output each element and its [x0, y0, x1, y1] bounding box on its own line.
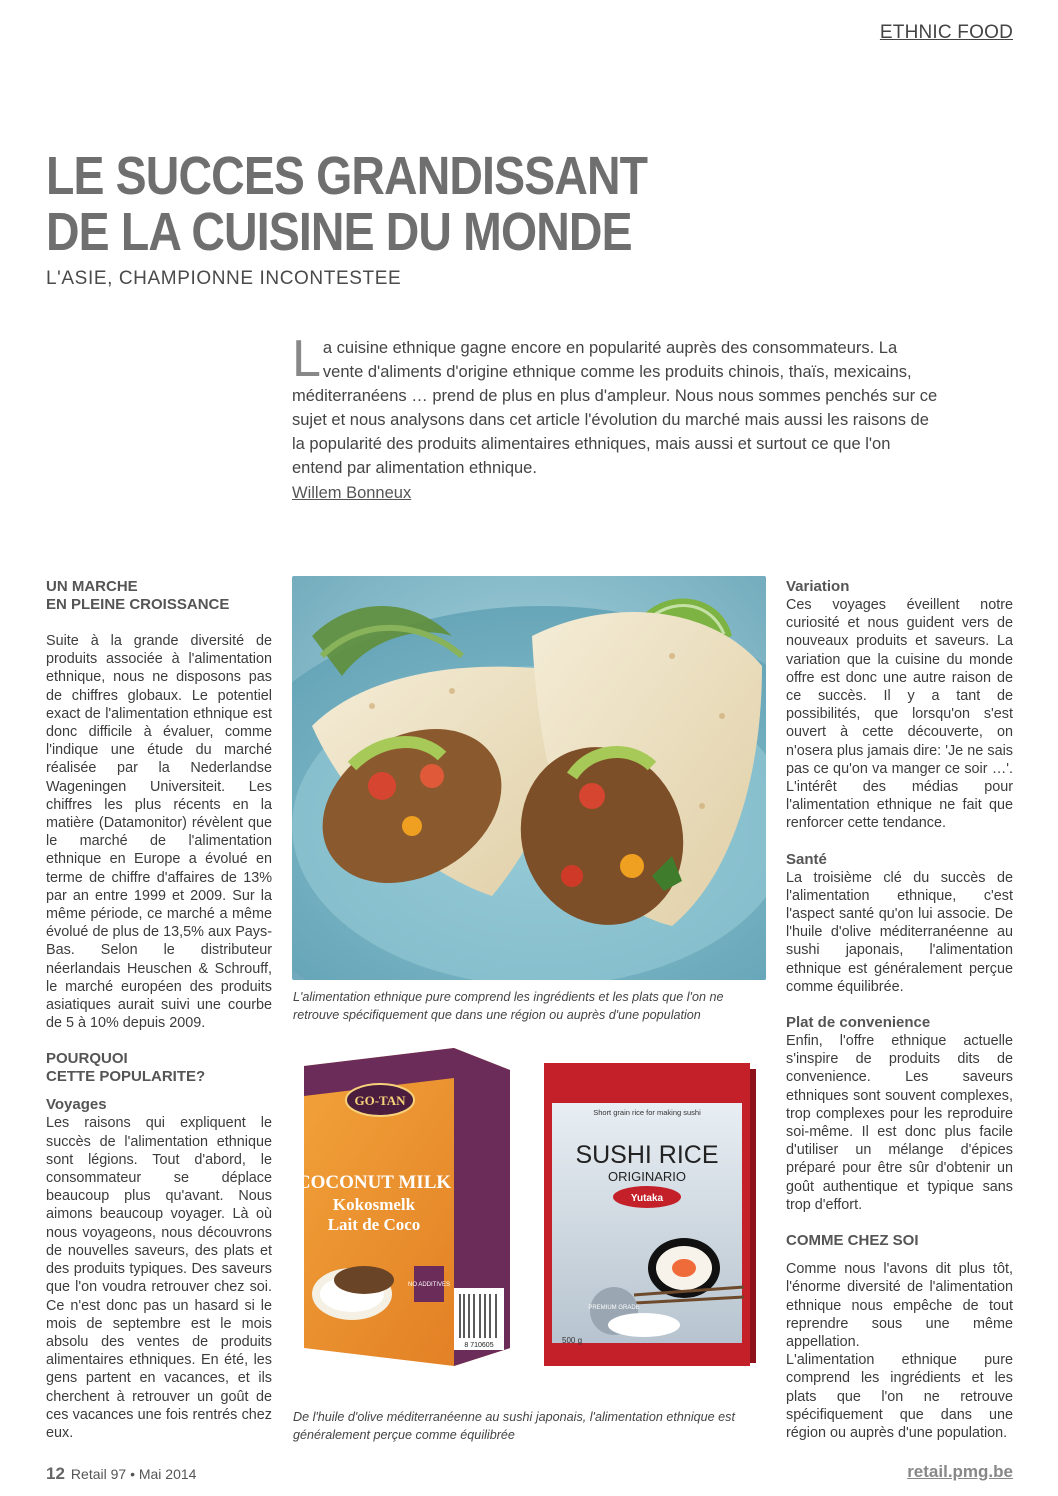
paragraph-variation: Ces voyages éveillent notre curiosité et nous guident vers de nouveaux produits et saveurs. La variation que la cuisine du monde offre est donc une autre raison de ce succès. Il y a tant de possibilités, que lorsqu'on s'est ouvert à cette découverte, on n'osera plus jamais dire: 'Je ne sais pas ce qu'on va manger ce soir …'. L'intérêt des médias pour l'alimentation ethnique ne fait que renforcer cette tendance. — [786, 597, 1013, 832]
heading-voyages: Voyages — [46, 1096, 107, 1114]
coconut-pack-illustration — [304, 1048, 510, 1366]
article-intro — [292, 330, 942, 480]
heading-popularite: POURQUOI CETTE POPULARITE? — [46, 1050, 206, 1086]
pack1-badge: NO ADDITIVES — [407, 1282, 451, 1288]
title-line-1: LE SUCCES GRANDISSANT — [46, 146, 648, 206]
caption-food-photo: L'alimentation ethnique pure comprend les ingrédients et les plats que l'on ne retrouve spécifiquement que dans une région ou auprès d'une population — [293, 990, 724, 1022]
pack2-top-text: Short grain rice for making sushi — [593, 1108, 701, 1117]
intro-text: a cuisine ethnique gagne encore en popularité auprès des consommateurs. La vente d'aliments d'origine ethnique comme les produits chinois, thaïs, mexicains, méditerranéens … prend de plus en plus d'ampleur. Nous nous sommes penchés sur ce sujet et nous analysons dans cet article l'évolution du marché mais aussi les raisons de la popularité des produits alimentaires ethniques, mais aussi et surtout ce que l'on entend par alimentation ethnique. — [292, 339, 938, 477]
wrap-food-photo — [292, 576, 766, 980]
right-column — [786, 578, 1013, 1442]
sushi-pack-illustration — [544, 1063, 756, 1366]
heading-sante: Santé — [786, 850, 827, 868]
pack1-subtitle-2: Lait de Coco — [327, 1215, 421, 1234]
paragraph-convenience: Enfin, l'offre ethnique actuelle s'inspire de produits dits de convenience. Les saveurs ethniques sont souvent complexes, trop complexes pour les reproduire soi-même. Il est donc plus facile d'utiliser un mélange d'épices préparé pour être sûr d'obtenir un goût authentique et typique sans trop d'effort. — [786, 1033, 1013, 1213]
page-number: 12 — [46, 1464, 65, 1483]
heading-marche: UN MARCHE EN PLEINE CROISSANCE — [46, 578, 230, 613]
heading-variation: Variation — [786, 578, 850, 595]
section-tag: ETHNIC FOOD — [879, 22, 1013, 43]
paragraph-chez-soi-1: Comme nous l'avons dit plus tôt, l'énorme diversité de l'alimentation ethnique nous empêche de tout reprendre sous une même appellation. — [786, 1261, 1013, 1350]
pack1-title: COCONUT MILK — [304, 1172, 452, 1193]
article-title — [46, 148, 648, 260]
heading-convenience: Plat de convenience — [786, 1014, 931, 1032]
caption-packs: De l'huile d'olive méditerranéenne au sushi japonais, l'alimentation ethnique est généralement perçue comme équilibrée — [293, 1410, 735, 1442]
issue-info: Retail 97 • Mai 2014 — [70, 1466, 197, 1482]
pack2-brand: Yutaka — [630, 1193, 664, 1204]
pack2-subtitle: ORIGINARIO — [607, 1169, 687, 1184]
paragraph-marche: Suite à la grande diversité de produits associée à l'alimentation ethnique, nous ne disposons pas de chiffres globaux. Le potentiel exact de l'alimentation ethnique est donc difficile à évaluer, comme l'indique une étude du marché réalisée par la Nederlandse Wageningen Universiteit. Les chiffres les plus récents en la matière (Datamonitor) révèlent que le marché de l'alimentation ethnique en Europe a évolué en terme de chiffre d'affaires de 13% par an entre 1999 et 2009. Sur la même période, ce marché a même évolué de plus de 13,5% aux Pays-Bas. Selon le distributeur néerlandais Heuschen & Schrouff, le marché européen des produits asiatiques aurait suivi une courbe de 5 à 10% depuis 2009. — [46, 633, 272, 1032]
pack1-barcode: 8 710605 — [464, 1342, 494, 1349]
pack2-badge: PREMIUM GRADE — [588, 1305, 640, 1311]
paragraph-sante: La troisième clé du succès de l'alimentation ethnique, c'est l'aspect santé qu'on lui associe. De l'huile d'olive méditerranéenne au sushi japonais, l'alimentation ethnique est généralement perçue comme équilibrée. — [786, 869, 1013, 995]
paragraph-chez-soi-2: L'alimentation ethnique pure comprend les ingrédients et les plats que l'on ne retrouve spécifiquement que dans une région ou auprès d'une population. — [786, 1352, 1013, 1441]
article-subtitle: L'ASIE, CHAMPIONNE INCONTESTEE — [46, 268, 402, 289]
pack1-brand: GO-TAN — [354, 1093, 406, 1108]
drop-cap: L — [292, 330, 321, 388]
sushi-rice-pack — [544, 1063, 756, 1366]
footer-page-info — [46, 1464, 196, 1484]
title-line-2: DE LA CUISINE DU MONDE — [46, 202, 632, 262]
pack1-subtitle-1: Kokosmelk — [332, 1195, 416, 1214]
wrap-photo-illustration — [292, 576, 766, 980]
footer-site-link[interactable]: retail.pmg.be — [907, 1462, 1013, 1481]
left-column — [46, 578, 272, 1442]
heading-chez-soi: COMME CHEZ SOI — [786, 1232, 919, 1250]
paragraph-voyages: Les raisons qui expliquent le succès de l'alimentation ethnique sont légions. Tout d'abord, le consommateur se déplace beaucoup plus qu'avant. Nous aimons beaucoup voyager. Là où nous voyageons, nous découvrons de nouvelles saveurs, des plats et des produits typiques. Des saveurs que l'on voudra retrouver chez soi. Ce n'est donc pas un hasard si le mois de septembre est le mois absolu des ventes de produits alimentaires ethniques. En été, les gens partent en vacances, et ils cherchent à retrouver un goût de ces vacances une fois rentrés chez eux. — [46, 1115, 272, 1441]
coconut-milk-pack — [304, 1048, 510, 1366]
pack2-weight: 500 g — [562, 1336, 583, 1345]
pack2-title: SUSHI RICE — [575, 1141, 719, 1169]
author-byline: Willem Bonneux — [292, 484, 412, 502]
